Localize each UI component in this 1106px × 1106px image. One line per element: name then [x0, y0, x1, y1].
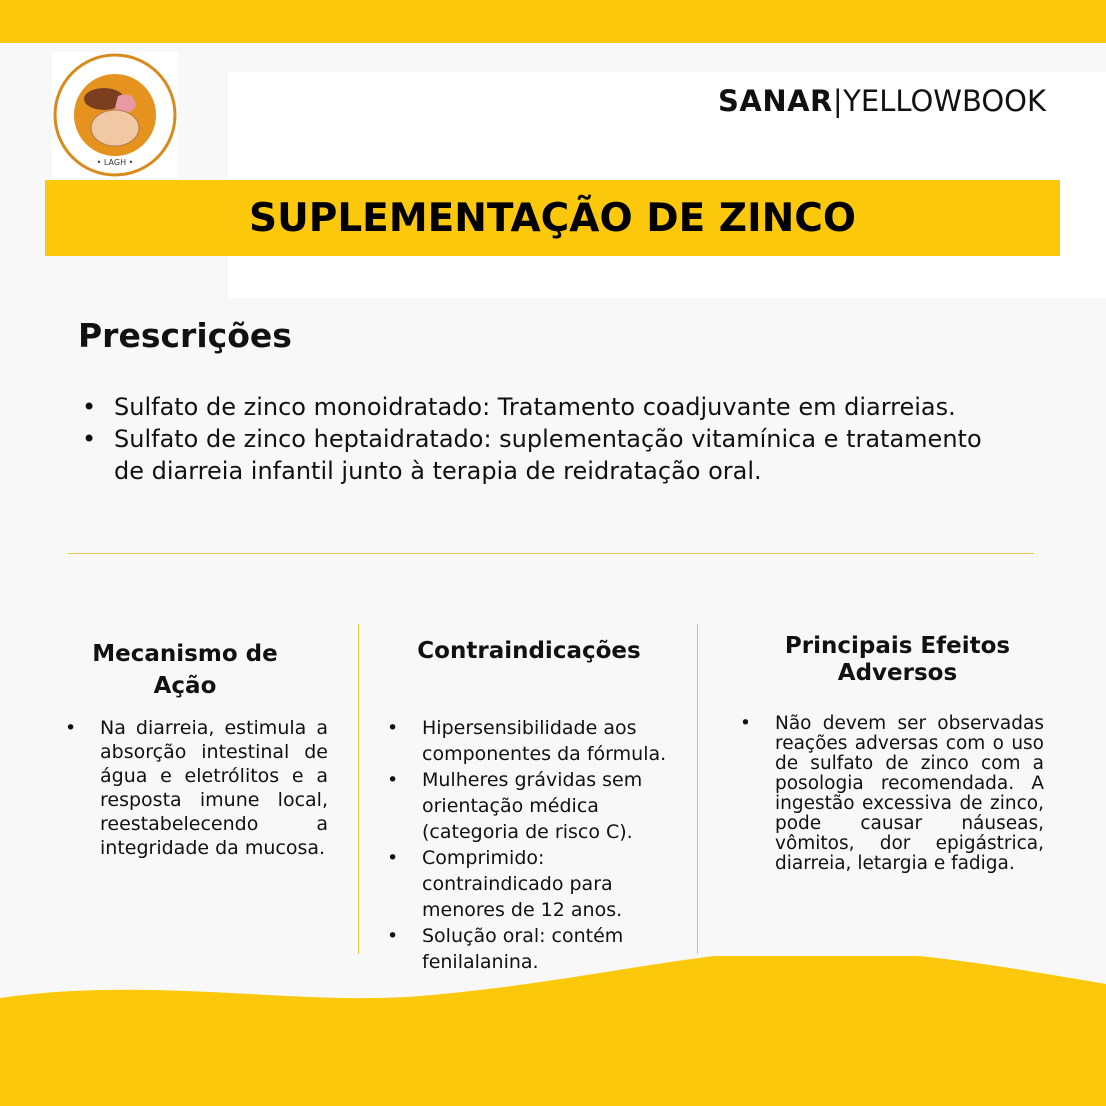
mecanismo-heading: Mecanismo de Ação [92, 641, 278, 699]
divider [68, 553, 1034, 554]
bottom-yellow-wave [0, 956, 1106, 1106]
top-yellow-band [0, 0, 1106, 43]
contraindicacoes-list [387, 715, 677, 975]
column-divider [697, 624, 698, 954]
list-item: • Comprimido: contraindicado para menores de 12 anos. [387, 845, 677, 923]
contraindicacoes-heading: Contraindicações [417, 638, 641, 664]
list-item: • Hipersensibilidade aos componentes da fórmula. [387, 715, 677, 767]
prescricoes-heading: Prescrições [78, 316, 292, 355]
list-item: • Não devem ser observadas reações adversas com o uso de sulfato de zinco com a posologia recomendada. A ingestão excessiva de zinco, pode causar náuseas, vômitos, dor epigástrica, diarreia, letargia e fadiga. [740, 714, 1044, 874]
list-item: • Mulheres grávidas sem orientação médica (categoria de risco C). [387, 767, 677, 845]
efeitos-list [740, 714, 1044, 874]
page-title: SUPLEMENTAÇÃO DE ZINCO [248, 195, 856, 241]
list-item: • Solução oral: contém fenilalanina. [387, 923, 677, 975]
title-banner [45, 180, 1060, 256]
list-item: • Na diarreia, estimula a absorção intestinal de água e eletrólitos e a resposta imune local, reestabelecendo a integridade da mucosa. [65, 716, 328, 860]
list-item: • Sulfato de zinco monoidratado: Tratamento coadjuvante em diarreias. [80, 391, 1010, 423]
efeitos-heading: Principais Efeitos Adversos [784, 633, 1011, 686]
lagh-logo [52, 52, 178, 178]
brand-logo: SANAR|YELLOWBOOK [718, 84, 1047, 118]
list-item: • Sulfato de zinco heptaidratado: suplementação vitamínica e tratamento de diarreia infantil junto à terapia de reidratação oral. [80, 423, 1010, 487]
column-divider [358, 624, 359, 954]
mecanismo-list [65, 716, 328, 860]
svg-text:• LAGH •: • LAGH • [96, 158, 134, 167]
prescricoes-list [80, 391, 1010, 487]
